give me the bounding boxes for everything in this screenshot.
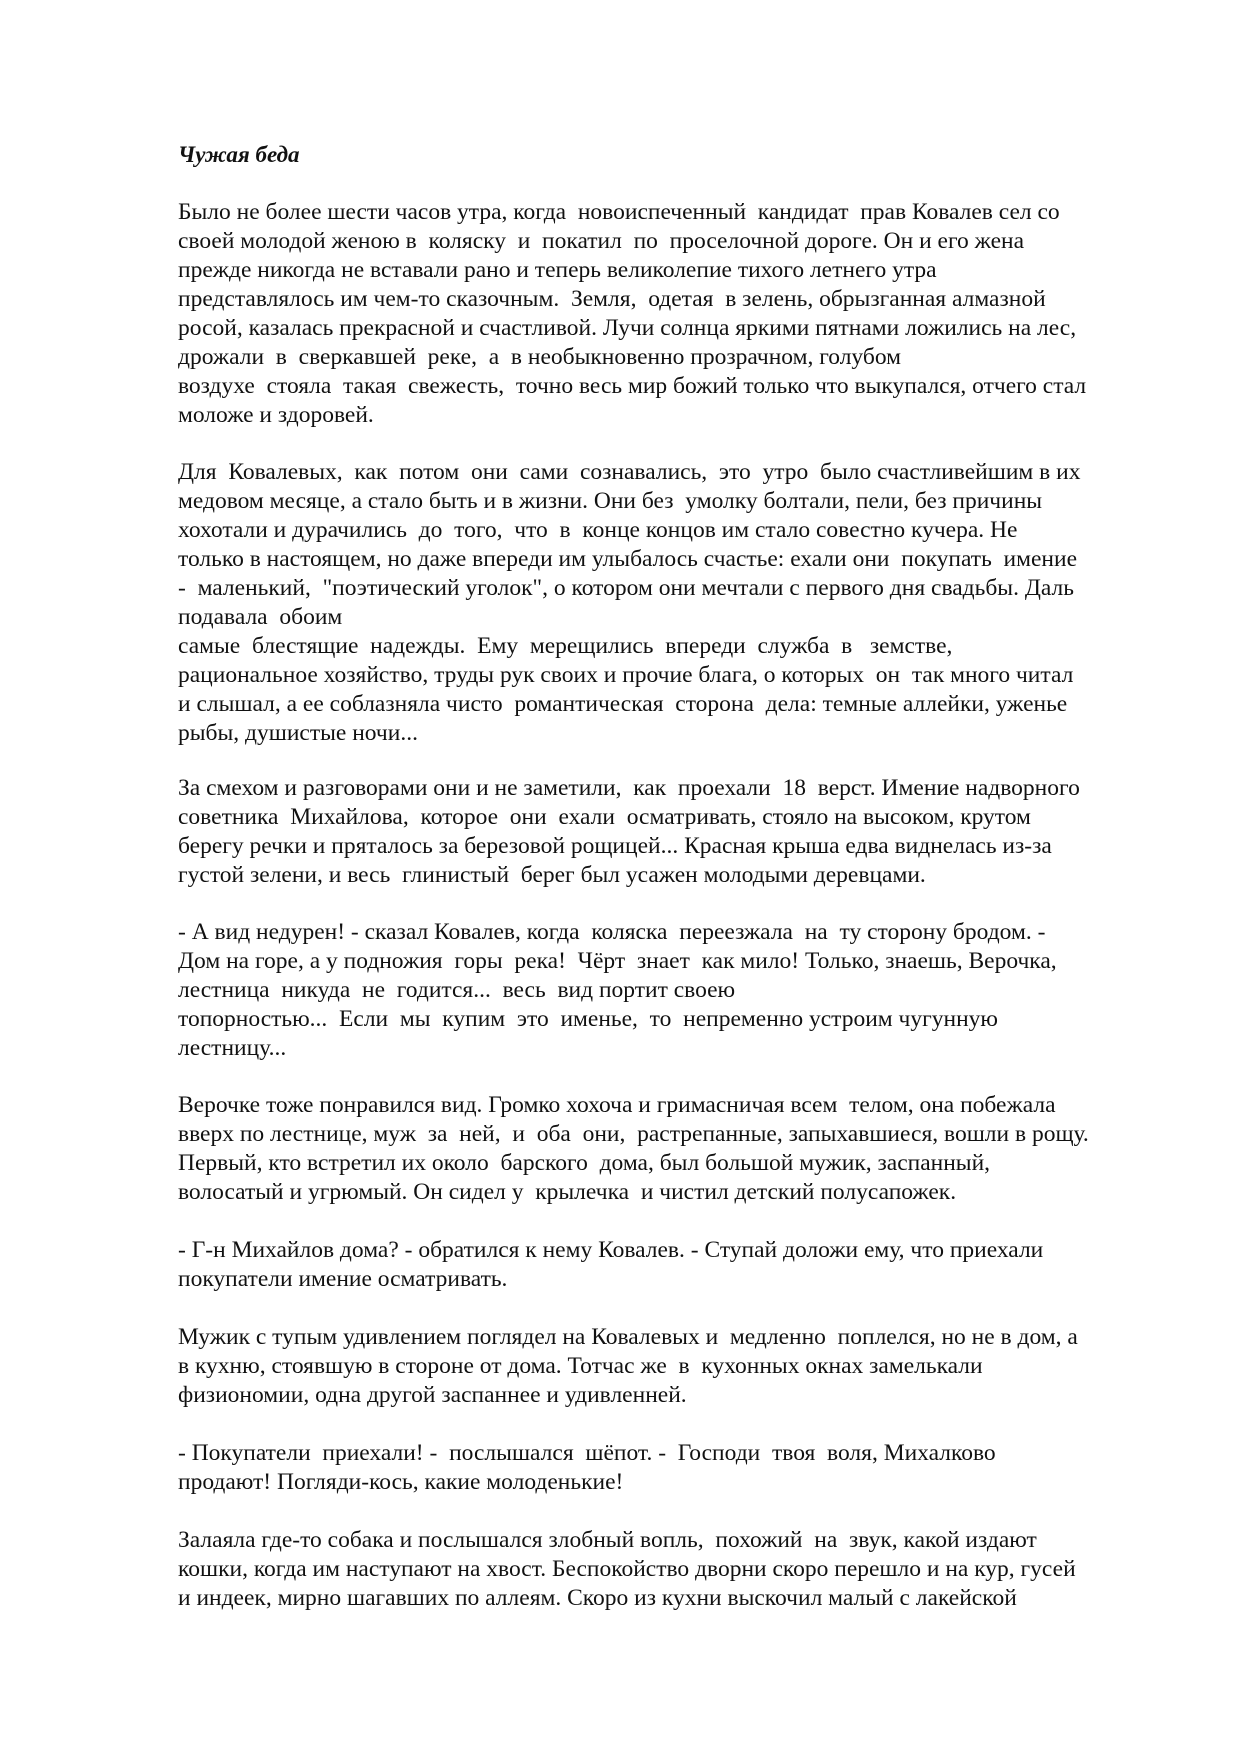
paragraph — [178, 1091, 1089, 1207]
paragraph-line: - Г-н Михайлов дома? - обратился к нему Ковалев. - Ступай доложи ему, что приехали — [178, 1237, 1044, 1263]
paragraph-line: Первый, кто встретил их около барского дома, был большой мужик, заспанный, — [178, 1150, 991, 1176]
paragraph-line: советника Михайлова, которое они ехали осматривать, стояло на высоком, крутом — [178, 804, 1031, 830]
paragraph-line: моложе и здоровей. — [178, 402, 374, 428]
paragraph-line: лестница никуда не годится... весь вид портит своею — [178, 977, 736, 1003]
paragraph-line: представлялось им чем-то сказочным. Земля, одетая в зелень, обрызганная алмазной — [178, 286, 1046, 312]
paragraph-line: физиономии, одна другой заспаннее и удивленней. — [178, 1382, 687, 1408]
paragraph-line: самые блестящие надежды. Ему мерещились впереди служба в земстве, — [178, 633, 953, 659]
paragraph-line: Дом на горе, а у подножия горы река! Чёрт знает как мило! Только, знаешь, Верочка, — [178, 948, 1057, 974]
paragraph — [178, 1323, 1078, 1410]
paragraph-line: прежде никогда не вставали рано и теперь великолепие тихого летнего утра — [178, 257, 937, 283]
paragraph — [178, 918, 1057, 1063]
paragraph-line: медовом месяце, а стало быть и в жизни. Они без умолку болтали, пели, без причины — [178, 488, 1043, 514]
paragraph-line: дрожали в сверкавшей реке, а в необыкновенно прозрачном, голубом — [178, 344, 901, 370]
paragraph-line: и индеек, мирно шагавших по аллеям. Скоро из кухни выскочил малый с лакейской — [178, 1585, 1017, 1611]
paragraph-line: своей молодой женою в коляску и покатил по проселочной дороге. Он и его жена — [178, 228, 1024, 254]
document-title: Чужая беда — [178, 142, 300, 167]
paragraph-line: топорностью... Если мы купим это именье, то непременно устроим чугунную — [178, 1006, 998, 1032]
paragraph-line: покупатели имение осматривать. — [178, 1266, 508, 1292]
paragraph-line: Залаяла где-то собака и послышался злобный вопль, похожий на звук, какой издают — [178, 1527, 1037, 1553]
paragraph-line: Для Ковалевых, как потом они сами сознавались, это утро было счастливейшим в их — [178, 459, 1081, 485]
paragraph-line: Мужик с тупым удивлением поглядел на Ковалевых и медленно поплелся, но не в дом, а — [178, 1324, 1078, 1350]
paragraph — [178, 774, 1080, 890]
paragraph-line: - А вид недурен! - сказал Ковалев, когда коляска переезжала на ту сторону бродом. - — [178, 919, 1046, 945]
paragraph-line: и слышал, а ее соблазняла чисто романтическая сторона дела: темные аллейки, уженье — [178, 691, 1068, 717]
paragraph-line: хохотали и дурачились до того, что в конце концов им стало совестно кучера. Не — [178, 517, 1018, 543]
paragraph-line: За смехом и разговорами они и не заметили, как проехали 18 верст. Имение надворного — [178, 775, 1080, 801]
paragraph-line: вверх по лестнице, муж за ней, и оба они, растрепанные, запыхавшиеся, вошли в рощу. — [178, 1121, 1089, 1147]
paragraph-line: кошки, когда им наступают на хвост. Беспокойство дворни скоро перешло и на кур, гусей — [178, 1556, 1076, 1582]
paragraph-line: в кухню, стоявшую в стороне от дома. Тотчас же в кухонных окнах замелькали — [178, 1353, 983, 1379]
paragraph-line: Верочке тоже понравился вид. Громко хохоча и гримасничая всем телом, она побежала — [178, 1092, 1056, 1118]
paragraph-line: рациональное хозяйство, труды рук своих и прочие блага, о которых он так много читал — [178, 662, 1074, 688]
paragraph-line: рыбы, душистые ночи... — [178, 720, 418, 746]
paragraph-line: - маленький, "поэтический уголок", о котором они мечтали с первого дня свадьбы. Даль — [178, 575, 1074, 601]
paragraph-line: продают! Погляди-кось, какие молоденькие! — [178, 1469, 624, 1495]
paragraph-line: берегу речки и пряталось за березовой рощицей... Красная крыша едва виднелась из-за — [178, 833, 1052, 859]
paragraph — [178, 1236, 1043, 1294]
paragraph-line: подавала обоим — [178, 604, 343, 630]
paragraph-line: - Покупатели приехали! - послышался шёпот. - Господи твоя воля, Михалково — [178, 1440, 996, 1466]
paragraph-line: росой, казалась прекрасной и счастливой. Лучи солнца яркими пятнами ложились на лес, — [178, 315, 1077, 341]
paragraph-line: лестницу... — [178, 1035, 287, 1061]
paragraph-line: густой зелени, и весь глинистый берег был усажен молодыми деревцами. — [178, 862, 926, 888]
paragraph — [178, 458, 1080, 748]
paragraph — [178, 1439, 996, 1497]
paragraph-line: воздухе стояла такая свежесть, точно весь мир божий только что выкупался, отчего стал — [178, 373, 1087, 399]
paragraph — [178, 1526, 1076, 1613]
paragraph-line: Было не более шести часов утра, когда новоиспеченный кандидат прав Ковалев сел со — [178, 199, 1060, 225]
paragraph — [178, 198, 1086, 430]
paragraph-line: только в настоящем, но даже впереди им улыбалось счастье: ехали они покупать имение — [178, 546, 1078, 572]
paragraph-line: волосатый и угрюмый. Он сидел у крылечка и чистил детский полусапожек. — [178, 1179, 957, 1205]
